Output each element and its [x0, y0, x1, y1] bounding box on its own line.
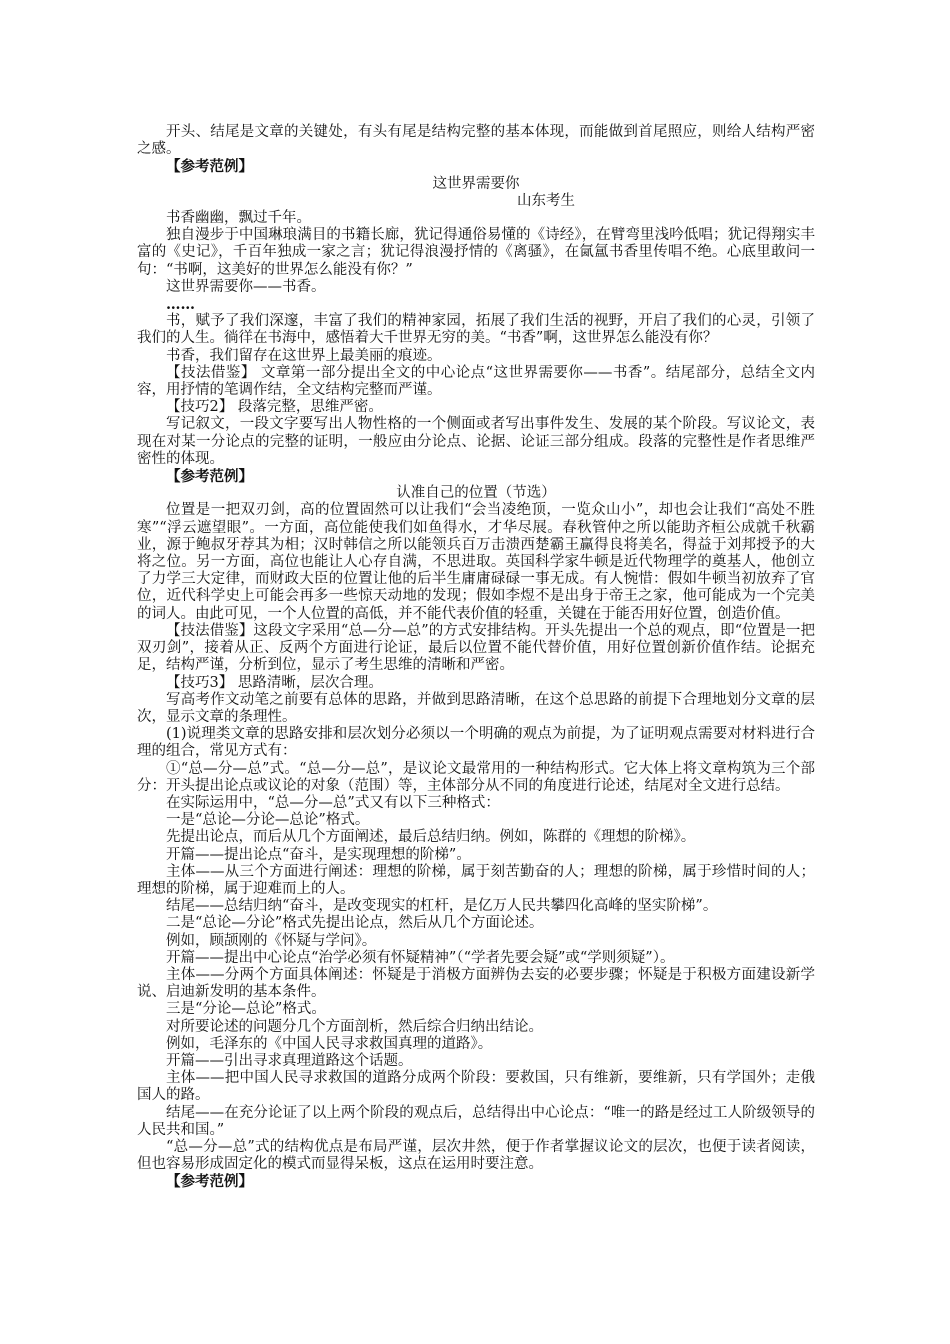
technique-note: 【技法借鉴】 文章第一部分提出全文的中心论点“这世界需要你——书香”。结尾部分，总结全文内容，用抒情的笔调作结，全文结构完整而严谨。	[137, 364, 815, 399]
technique-note: 【技法借鉴】这段文字采用“总—分—总”的方式安排结构。开头先提出一个总的观点，即“位置是一把双刃剑”，接着从正、反两个方面进行论证，最后以位置不能代替价值，用好位置创新价值作结。论据充足，结构严谨，分析到位，显示了考生思维的清晰和严密。	[137, 622, 815, 674]
essay-author: 山东考生	[517, 192, 575, 209]
paragraph: 这世界需要你——书香。	[166, 278, 326, 295]
essay-title: 这世界需要你	[432, 175, 520, 192]
paragraph: “总—分—总”式的结构优点是布局严谨，层次井然，便于作者掌握议论文的层次，也便于读者阅读，但也容易形成固定化的模式而显得呆板，这点在运用时要注意。	[137, 1138, 815, 1173]
paragraph: 书香，我们留存在这世界上最美丽的痕迹。	[166, 347, 442, 364]
paragraph: 写高考作文动笔之前要有总体的思路，并做到思路清晰，在这个总思路的前提下合理地划分文章的层次，显示文章的条理性。	[137, 691, 815, 725]
paragraph: 主体——把中国人民寻求救国的道路分成两个阶段：要救国，只有维新，要维新，只有学国外；走俄国人的路。	[137, 1070, 815, 1104]
document-body	[137, 124, 815, 1191]
paragraph: 写记叙文，一段文字要写出人物性格的一个侧面或者写出事件发生、发展的某个阶段。写议论文，表现在对某一分论点的完整的证明，一般应由分论点、论据、论证三部分组成。段落的完整性是作者思维严密性的体现。	[137, 416, 815, 467]
paragraph: 开篇——提出中心论点“治学必须有怀疑精神”（“学者先要会疑”或“学则须疑”）。	[166, 949, 675, 966]
paragraph: 独自漫步于中国琳琅满目的书籍长廊，犹记得通俗易懂的《诗经》，在臂弯里浅吟低唱；犹记得翔实丰富的《史记》，千百年独成一家之言；犹记得浪漫抒情的《离骚》，在氤氲书香里传唱不绝。心底里敢问一句：“书啊，这美好的世界怎么能没有你？”	[137, 227, 815, 278]
section-label: 【参考范例】	[166, 1173, 253, 1191]
paragraph: 对所要论述的问题分几个方面剖析，然后综合归纳出结论。	[166, 1018, 543, 1035]
paragraph: 结尾——在充分论证了以上两个阶段的观点后，总结得出中心论点：“唯一的路是经过工人阶级领导的人民共和国。”	[137, 1104, 815, 1138]
paragraph: 先提出论点，而后从几个方面阐述，最后总结归纳。例如，陈群的《理想的阶梯》。	[166, 829, 696, 846]
paragraph: (1)说理类文章的思路安排和层次划分必须以一个明确的观点为前提，为了证明观点需要对材料进行合理的组合，常见方式有：	[137, 726, 815, 760]
essay-title: 认准自己的位置（节选）	[396, 485, 556, 502]
technique-heading: 【技巧2】 段落完整，思维严密。	[166, 399, 383, 416]
paragraph: 位置是一把双刃剑，高的位置固然可以让我们“会当凌绝顶，一览众山小”，却也会让我们“高处不胜寒”“浮云遮望眼”。一方面，高位能使我们如鱼得水，才华尽展。春秋管仲之所以能助齐桓公成就千秋霸业，源于鲍叔牙荐其为相；汉时韩信之所以能领兵百万击溃西楚霸王赢得良将美名，得益于刘邦授予的大将之位。另一方面，高位也能让人心存自满，不思进取。英国科学家牛顿是近代物理学的奠基人，他创立了力学三大定律，而财政大臣的位置让他的后半生庸庸碌碌一事无成。有人惋惜：假如牛顿当初放弃了官位，近代科学史上可能会再多一些惊天动地的发现；假如李煜不是出身于帝王之家，他可能成为一个完美的词人。由此可见，一个人位置的高低，并不能代表价值的轻重，关键在于能否用好位置，创造价值。	[137, 502, 815, 622]
paragraph: 开篇——提出论点“奋斗，是实现理想的阶梯”。	[166, 846, 471, 863]
paragraph: 开头、结尾是文章的关键处，有头有尾是结构完整的基本体现，而能做到首尾照应，则给人结构严密之感。	[137, 124, 815, 158]
paragraph: 例如，毛泽东的《中国人民寻求救国真理的道路》。	[166, 1035, 493, 1052]
paragraph: 开篇——引出寻求真理道路这个话题。	[166, 1052, 413, 1069]
paragraph: 书香幽幽，飘过千年。	[166, 210, 311, 227]
section-label: 【参考范例】	[166, 468, 253, 486]
paragraph: 一是“总论—分论—总论”格式。	[166, 812, 370, 829]
ellipsis: ……	[166, 296, 195, 314]
paragraph: 二是“总论—分论”格式先提出论点，然后从几个方面论述。	[166, 915, 544, 932]
paragraph: 在实际运用中，“总—分—总”式又有以下三种格式：	[166, 794, 500, 811]
section-label: 【参考范例】	[166, 158, 253, 176]
paragraph: 结尾——总结归纳“奋斗，是改变现实的杠杆，是亿万人民共攀四化高峰的坚实阶梯”。	[166, 898, 718, 915]
paragraph: 例如，顾颉刚的《怀疑与学问》。	[166, 932, 377, 949]
paragraph: 书，赋予了我们深邃，丰富了我们的精神家园，拓展了我们生活的视野，开启了我们的心灵，引领了我们的人生。徜徉在书海中，感悟着大千世界无穷的美。“书香”啊，这世界怎么能没有你？	[137, 313, 815, 347]
paragraph: 主体——从三个方面进行阐述：理想的阶梯，属于刻苦勤奋的人；理想的阶梯，属于珍惜时间的人；理想的阶梯，属于迎难而上的人。	[137, 863, 815, 897]
technique-heading: 【技巧3】 思路清晰，层次合理。	[166, 674, 383, 691]
paragraph: 三是“分论—总论”格式。	[166, 1001, 326, 1018]
paragraph: ①“总—分—总”式。“总—分—总”，是议论文最常用的一种结构形式。它大体上将文章构筑为三个部分：开头提出论点或议论的对象（范围）等，主体部分从不同的角度进行论述，结尾对全文进行总结。	[137, 760, 815, 794]
paragraph: 主体——分两个方面具体阐述：怀疑是于消极方面辨伪去妄的必要步骤；怀疑是于积极方面建设新学说、启迪新发明的基本条件。	[137, 966, 815, 1001]
